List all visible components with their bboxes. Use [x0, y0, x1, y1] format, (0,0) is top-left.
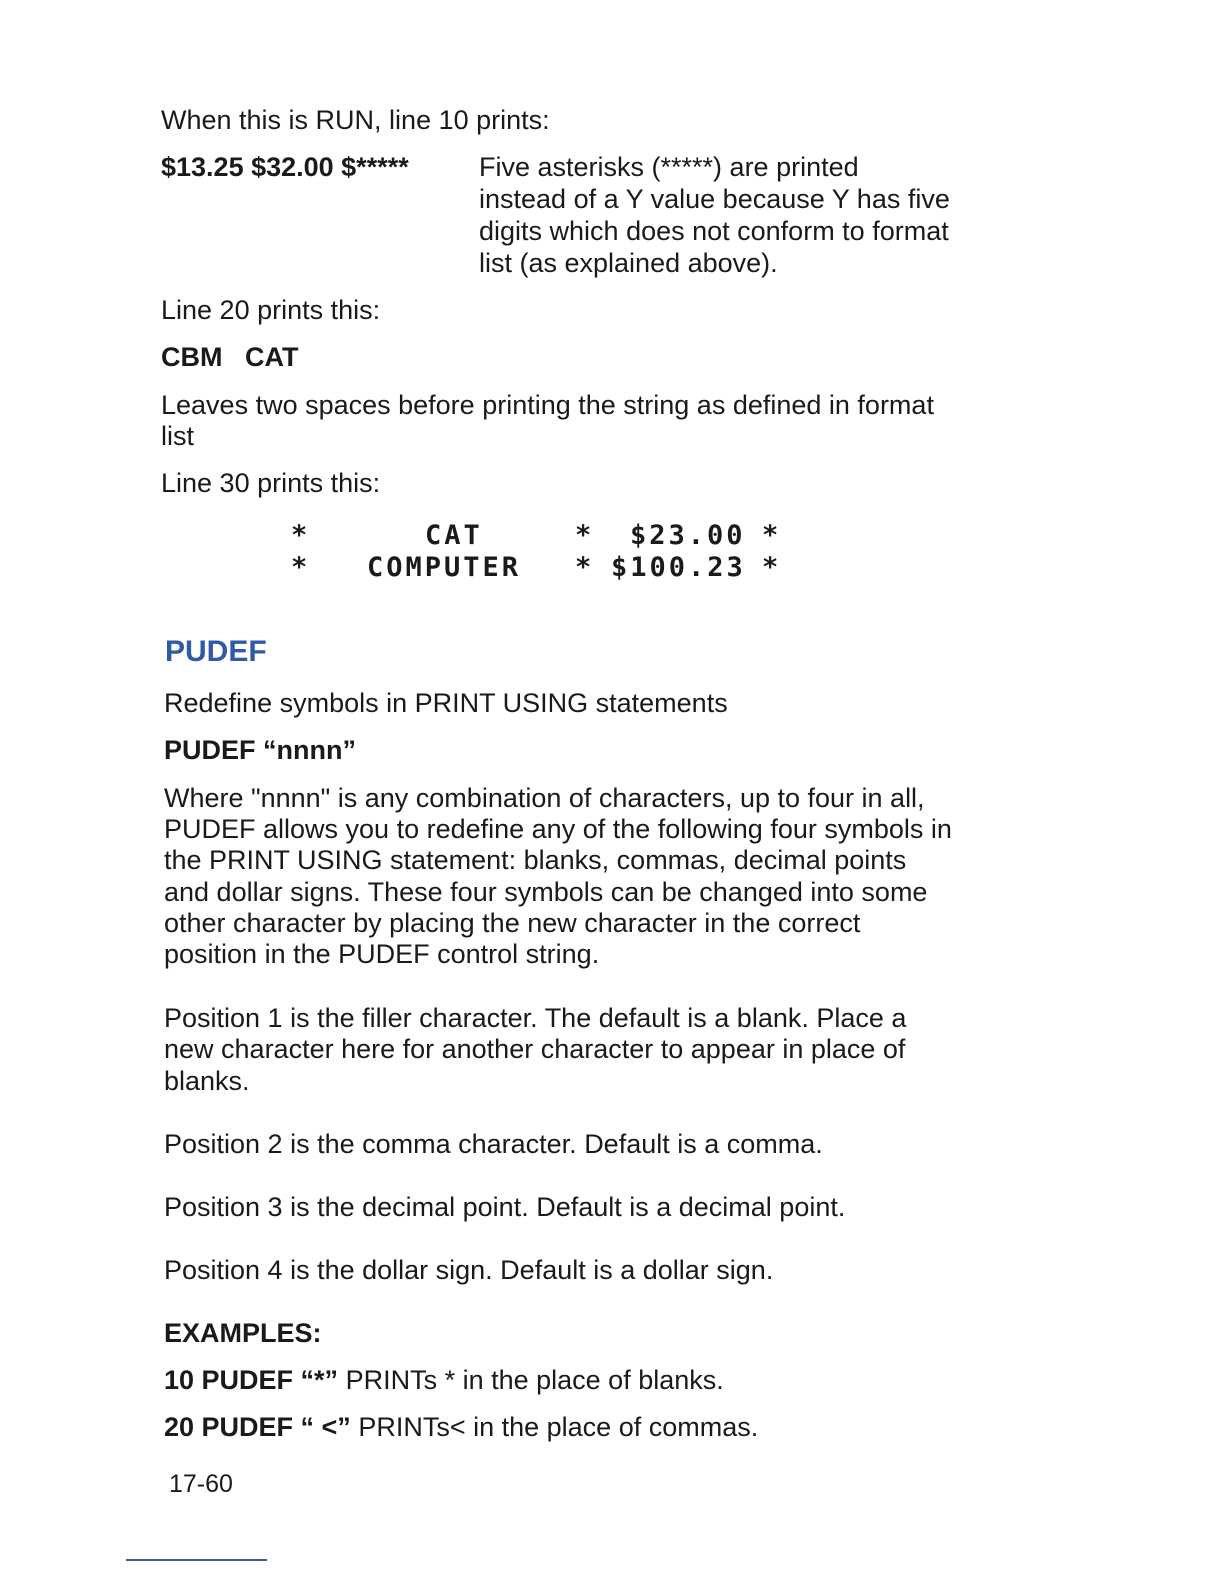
star: * [575, 552, 595, 583]
examples-title: EXAMPLES: [164, 1318, 322, 1348]
position1-line: new character here for another character to appear in place of [164, 1034, 906, 1064]
run-intro: When this is RUN, line 10 prints: [161, 105, 550, 135]
line10-note-line: Five asterisks (*****) are printed [479, 152, 859, 182]
example-text: PRINTs< in the place of commas. [350, 1412, 759, 1442]
description-line: PUDEF allows you to redefine any of the following four symbols in [164, 814, 952, 844]
line10-output: $13.25 $32.00 $***** [161, 152, 409, 182]
line20-note-line: Leaves two spaces before printing the string as defined in format [161, 390, 934, 420]
section-subtitle: Redefine symbols in PRINT USING statements [164, 688, 728, 718]
example-item [164, 1365, 724, 1396]
position3: Position 3 is the decimal point. Default is a decimal point. [164, 1192, 846, 1222]
output-amount: $100.23 [611, 552, 746, 583]
star: * [291, 552, 311, 583]
position4: Position 4 is the dollar sign. Default is a dollar sign. [164, 1255, 774, 1285]
example-code: 10 PUDEF “*” [164, 1365, 339, 1395]
description-line: the PRINT USING statement: blanks, commas, decimal points [164, 845, 907, 875]
position2: Position 2 is the comma character. Default is a comma. [164, 1129, 823, 1159]
syntax: PUDEF “nnnn” [164, 735, 356, 765]
footer-rule [126, 1559, 267, 1561]
position1-line: Position 1 is the filler character. The default is a blank. Place a [164, 1003, 907, 1033]
star: * [291, 520, 311, 551]
description-line: Where "nnnn" is any combination of characters, up to four in all, [164, 783, 925, 813]
line20-output: CBM CAT [161, 342, 299, 372]
description-line: other character by placing the new character in the correct [164, 908, 861, 938]
position1-line: blanks. [164, 1066, 250, 1096]
star: * [575, 520, 595, 551]
output-word: COMPUTER [367, 552, 522, 583]
output-amount: $23.00 [630, 520, 746, 551]
example-code: 20 PUDEF “ <” [164, 1412, 351, 1442]
line20-intro: Line 20 prints this: [161, 295, 381, 325]
line10-note-line: list (as explained above). [479, 248, 778, 278]
description-line: and dollar signs. These four symbols can be changed into some [164, 877, 928, 907]
section-title: PUDEF [165, 635, 267, 668]
line30-intro: Line 30 prints this: [161, 468, 381, 498]
output-word: CAT [425, 520, 483, 551]
example-item [164, 1412, 758, 1443]
page-number: 17-60 [169, 1470, 233, 1498]
star: * [762, 552, 782, 583]
line10-note-line: instead of a Y value because Y has five [479, 184, 950, 214]
description-line: position in the PUDEF control string. [164, 939, 600, 969]
example-text: PRINTs * in the place of blanks. [338, 1365, 724, 1395]
line20-note-line: list [161, 421, 194, 451]
line10-note-line: digits which does not conform to format [479, 216, 949, 246]
star: * [762, 520, 782, 551]
